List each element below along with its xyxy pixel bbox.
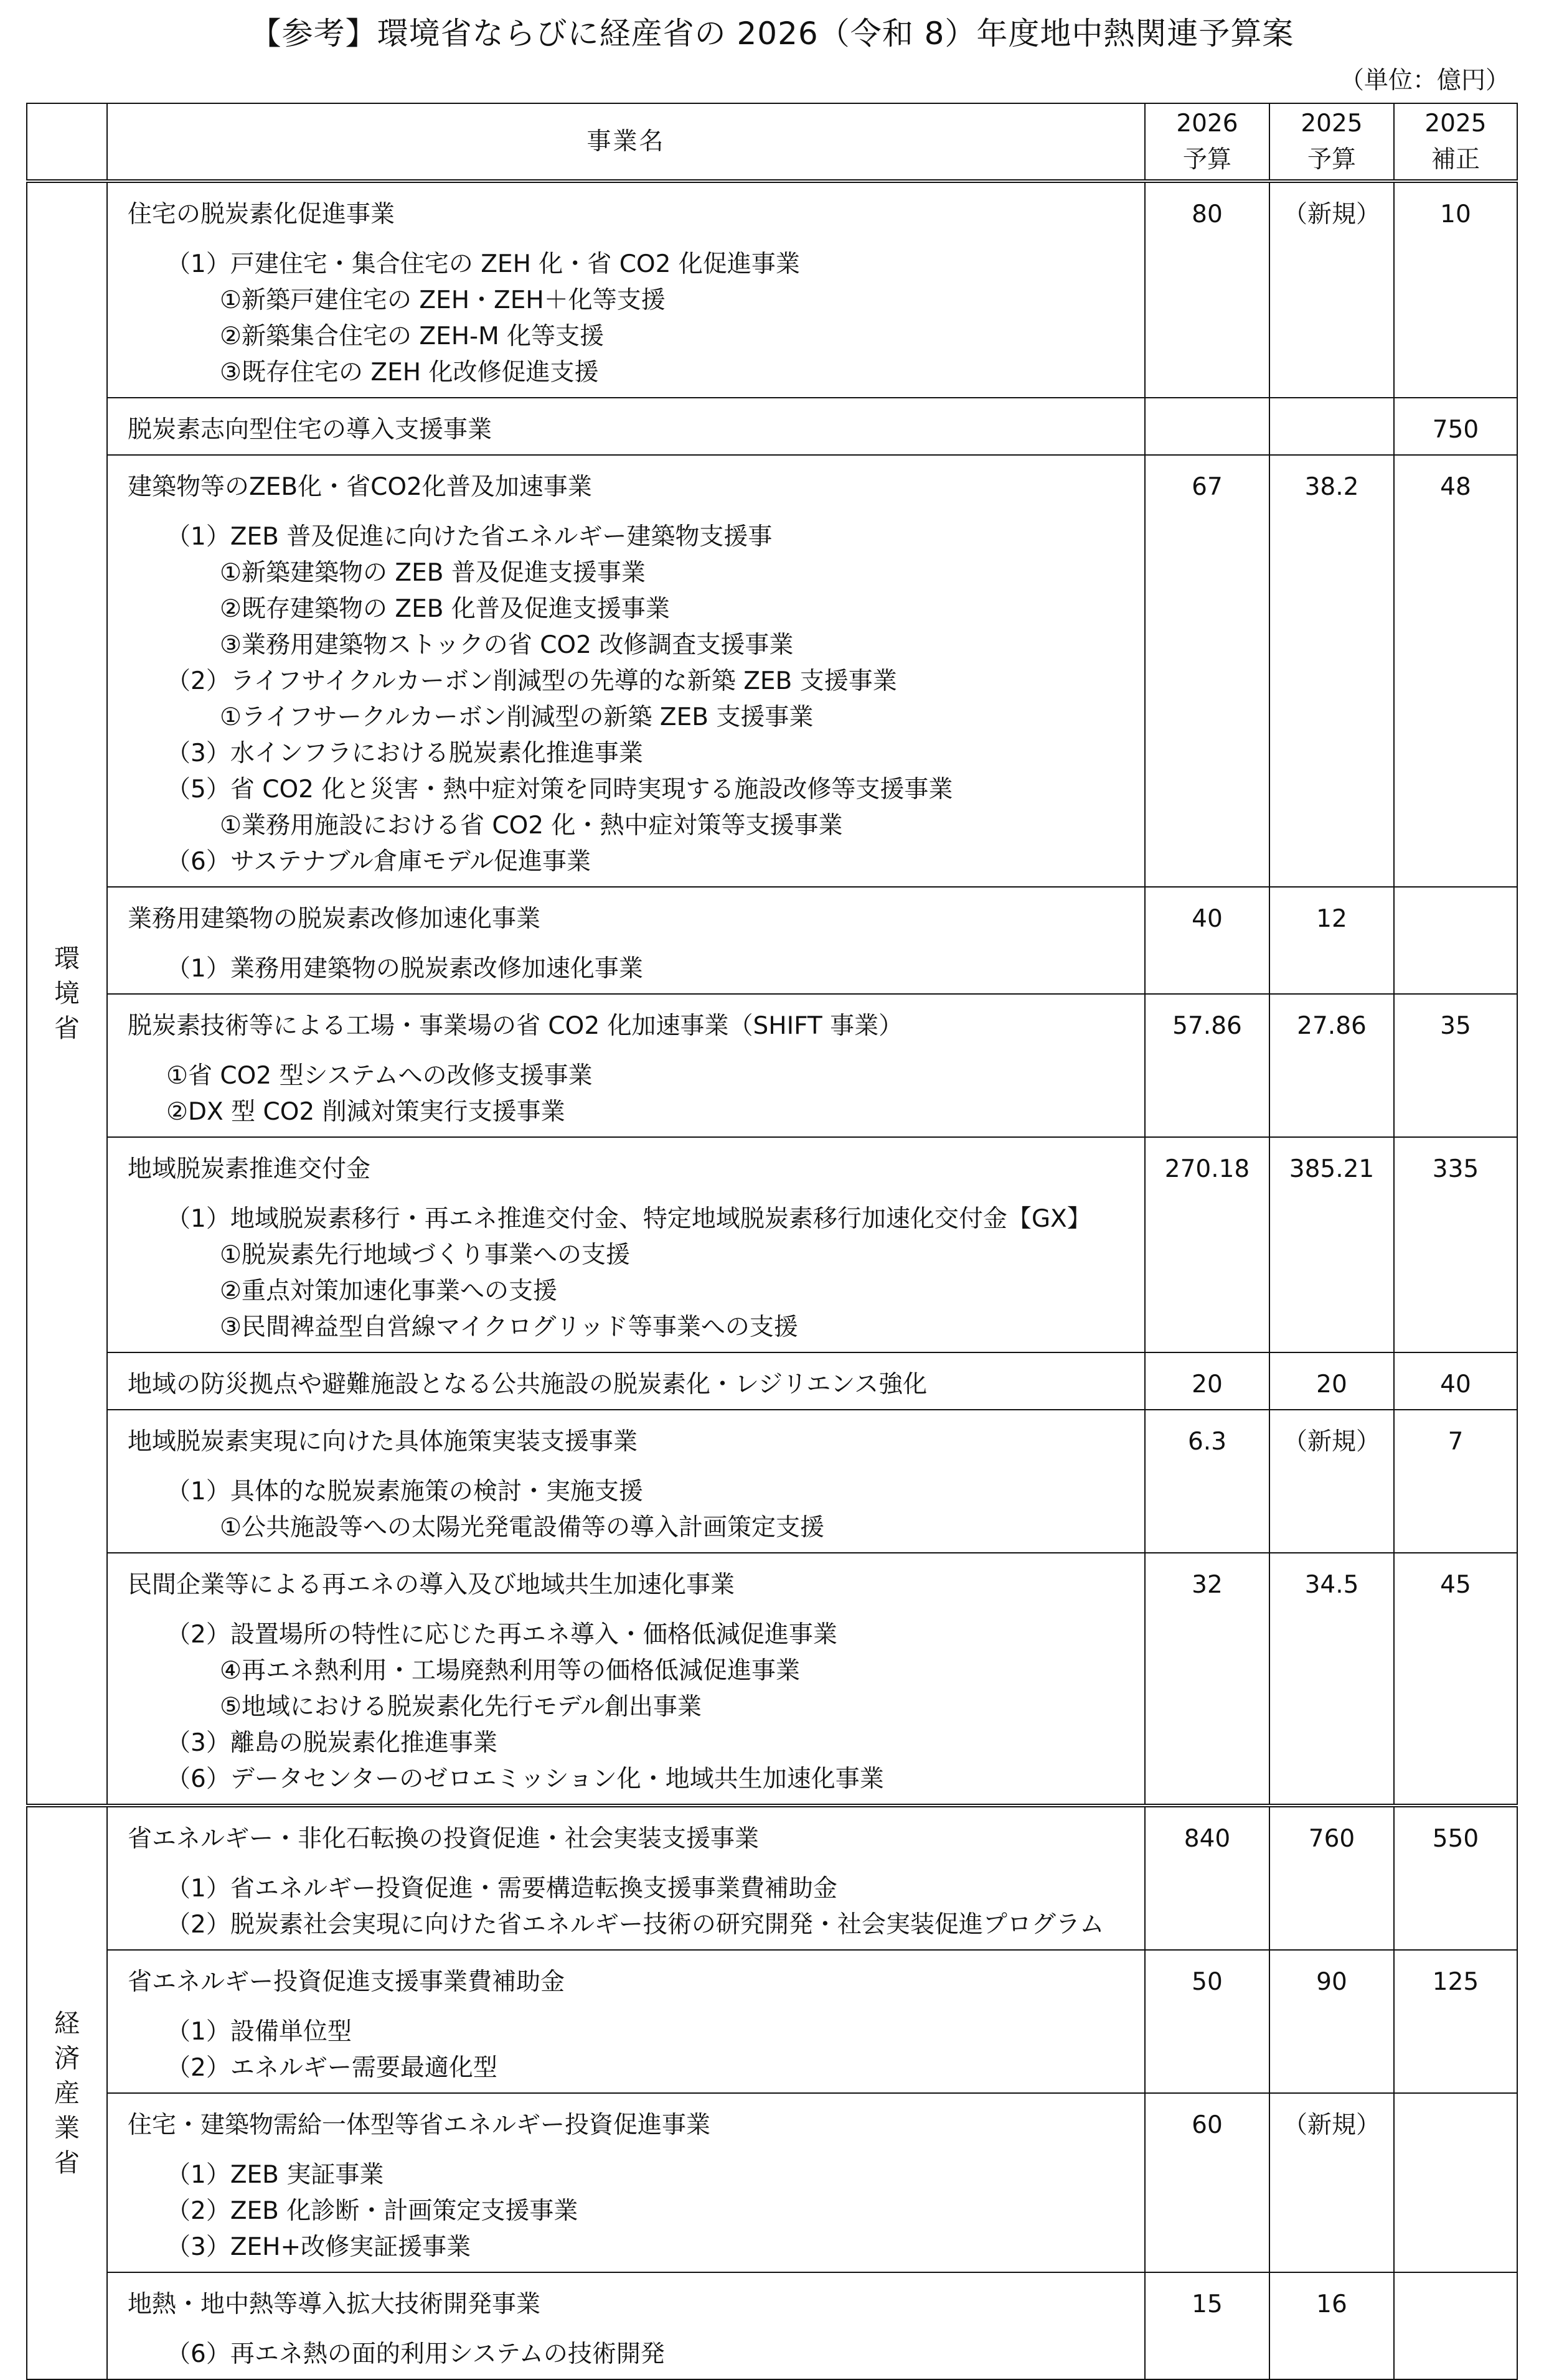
sub-item: ②重点対策加速化事業への支援 xyxy=(220,1277,557,1305)
header-2025-supplementary xyxy=(1394,103,1517,181)
project-title: 地熱・地中熱等導入拡大技術開発事業 xyxy=(128,2290,541,2318)
project-row xyxy=(27,2093,1517,2272)
sub-item: （1）ZEB 実証事業 xyxy=(166,2161,384,2189)
budget-2026-cell: 60 xyxy=(1145,2093,1269,2272)
budget-2025-cell: （新規） xyxy=(1269,1410,1394,1553)
project-title: 住宅の脱炭素化促進事業 xyxy=(128,200,395,228)
budget-2026-cell: 840 xyxy=(1145,1806,1269,1950)
project-name-cell xyxy=(107,2093,1145,2272)
sub-item: ③業務用建築物ストックの省 CO2 改修調査支援事業 xyxy=(220,631,794,659)
project-row xyxy=(27,887,1517,994)
project-title: 業務用建築物の脱炭素改修加速化事業 xyxy=(128,905,541,933)
budget-2025-cell xyxy=(1269,398,1394,455)
budget-2026-cell: 15 xyxy=(1145,2272,1269,2379)
ministry-cell xyxy=(27,181,107,1806)
sub-item: （3）離島の脱炭素化推進事業 xyxy=(166,1729,497,1757)
ministry-name-char: 産 xyxy=(54,2078,80,2108)
project-name-cell xyxy=(107,2272,1145,2379)
project-name-cell xyxy=(107,887,1145,994)
header-row xyxy=(27,103,1517,181)
ministry-name-char: 業 xyxy=(54,2113,80,2143)
project-name-cell xyxy=(107,994,1145,1137)
budget-2026-cell: 80 xyxy=(1145,181,1269,398)
ministry-name-char: 省 xyxy=(54,1013,80,1043)
sub-item: ②既存建築物の ZEB 化普及促進支援事業 xyxy=(220,595,670,623)
project-title: 建築物等のZEB化・省CO2化普及加速事業 xyxy=(128,473,592,501)
budget-2026-cell xyxy=(1145,398,1269,455)
header-project-name: 事業名 xyxy=(107,103,1145,181)
sub-item: ①ライフサークルカーボン削減型の新築 ZEB 支援事業 xyxy=(220,703,814,731)
sub-item: ①省 CO2 型システムへの改修支援事業 xyxy=(166,1062,593,1090)
header-2025-year: 2025 xyxy=(1301,109,1363,138)
budget-2026-cell: 20 xyxy=(1145,1352,1269,1410)
supplementary-2025-cell: 550 xyxy=(1394,1806,1517,1950)
sub-item: ③既存住宅の ZEH 化改修促進支援 xyxy=(220,358,599,387)
budget-2025-cell: （新規） xyxy=(1269,2093,1394,2272)
sub-item: （5）省 CO2 化と災害・熱中症対策を同時実現する施設改修等支援事業 xyxy=(166,775,953,803)
supplementary-2025-cell: 35 xyxy=(1394,994,1517,1137)
project-row xyxy=(27,1553,1517,1806)
budget-2026-cell: 270.18 xyxy=(1145,1137,1269,1352)
supplementary-2025-cell: 335 xyxy=(1394,1137,1517,1352)
sub-item: ①新築建築物の ZEB 普及促進支援事業 xyxy=(220,559,646,587)
budget-2026-cell: 67 xyxy=(1145,455,1269,887)
budget-table xyxy=(26,103,1518,2380)
supplementary-2025-cell xyxy=(1394,2093,1517,2272)
sub-item: （3）水インフラにおける脱炭素化推進事業 xyxy=(166,739,643,767)
sub-item: （1）設備単位型 xyxy=(166,2018,352,2046)
sub-item: （1）地域脱炭素移行・再エネ推進交付金、特定地域脱炭素移行加速化交付金【GX】 xyxy=(166,1205,1091,1233)
project-name-cell xyxy=(107,1950,1145,2093)
project-row xyxy=(27,398,1517,455)
project-row xyxy=(27,1352,1517,1410)
sub-item: ①業務用施設における省 CO2 化・熱中症対策等支援事業 xyxy=(220,812,843,840)
sub-item: （6）データセンターのゼロエミッション化・地域共生加速化事業 xyxy=(166,1765,884,1793)
supplementary-2025-cell: 40 xyxy=(1394,1352,1517,1410)
ministry-name-char: 境 xyxy=(54,978,80,1008)
project-title: 民間企業等による再エネの導入及び地域共生加速化事業 xyxy=(128,1571,735,1599)
supplementary-2025-cell: 45 xyxy=(1394,1553,1517,1806)
sub-item: （1）具体的な脱炭素施策の検討・実施支援 xyxy=(166,1478,643,1506)
budget-2025-cell: 90 xyxy=(1269,1950,1394,2093)
project-title: 省エネルギー投資促進支援事業費補助金 xyxy=(128,1968,565,1996)
project-title: 地域脱炭素推進交付金 xyxy=(128,1155,371,1183)
supplementary-2025-cell xyxy=(1394,887,1517,994)
sub-item: ④再エネ熱利用・工場廃熱利用等の価格低減促進事業 xyxy=(220,1657,800,1685)
header-2025h-year: 2025 xyxy=(1424,109,1487,138)
project-row xyxy=(27,1410,1517,1553)
project-name-cell xyxy=(107,1137,1145,1352)
sub-item: ②新築集合住宅の ZEH‑M 化等支援 xyxy=(220,322,605,350)
budget-2026-cell: 40 xyxy=(1145,887,1269,994)
supplementary-2025-cell: 10 xyxy=(1394,181,1517,398)
project-name-cell xyxy=(107,1553,1145,1806)
project-name-cell xyxy=(107,398,1145,455)
budget-2025-cell: 16 xyxy=(1269,2272,1394,2379)
sub-item: ①脱炭素先行地域づくり事業への支援 xyxy=(220,1241,630,1269)
supplementary-2025-cell: 48 xyxy=(1394,455,1517,887)
supplementary-2025-cell xyxy=(1394,2272,1517,2379)
sub-item: （1）ZEB 普及促進に向けた省エネルギー建築物支援事 xyxy=(166,523,773,551)
sub-item: ①新築戸建住宅の ZEH・ZEH＋化等支援 xyxy=(220,286,666,314)
ministry-name-char: 済 xyxy=(54,2043,80,2073)
budget-2025-cell: 38.2 xyxy=(1269,455,1394,887)
project-row xyxy=(27,994,1517,1137)
project-row xyxy=(27,1950,1517,2093)
budget-2025-cell: 34.5 xyxy=(1269,1553,1394,1806)
project-name-cell xyxy=(107,455,1145,887)
sub-item: （1）戸建住宅・集合住宅の ZEH 化・省 CO2 化促進事業 xyxy=(166,250,800,278)
budget-2026-cell: 50 xyxy=(1145,1950,1269,2093)
sub-item: ⑤地域における脱炭素化先行モデル創出事業 xyxy=(220,1693,702,1721)
sub-item: ②DX 型 CO2 削減対策実行支援事業 xyxy=(166,1098,565,1126)
project-name-cell xyxy=(107,1410,1145,1553)
ministry-name-char: 経 xyxy=(54,2008,80,2038)
sub-item: （2）設置場所の特性に応じた再エネ導入・価格低減促進事業 xyxy=(166,1621,837,1649)
project-title: 住宅・建築物需給一体型等省エネルギー投資促進事業 xyxy=(128,2111,711,2139)
budget-2025-cell: 20 xyxy=(1269,1352,1394,1410)
header-2025h-kind: 補正 xyxy=(1431,145,1480,174)
sub-item: （6）再エネ熱の面的利用システムの技術開発 xyxy=(166,2340,665,2368)
sub-item: （3）ZEH+改修実証援事業 xyxy=(166,2233,471,2261)
project-row xyxy=(27,2272,1517,2379)
project-row xyxy=(27,181,1517,398)
sub-item: （2）エネルギー需要最適化型 xyxy=(166,2054,497,2082)
header-2025-kind: 予算 xyxy=(1307,145,1356,174)
sub-item: （1）業務用建築物の脱炭素改修加速化事業 xyxy=(166,955,643,983)
budget-2025-cell: （新規） xyxy=(1269,181,1394,398)
header-ministry xyxy=(27,103,107,181)
budget-2025-cell: 27.86 xyxy=(1269,994,1394,1137)
supplementary-2025-cell: 7 xyxy=(1394,1410,1517,1553)
ministry-name-char: 環 xyxy=(54,944,80,973)
project-title: 地域の防災拠点や避難施設となる公共施設の脱炭素化・レジリエンス強化 xyxy=(128,1370,928,1398)
project-title: 脱炭素技術等による工場・事業場の省 CO2 化加速事業（SHIFT 事業） xyxy=(128,1012,903,1040)
header-2026-budget xyxy=(1145,103,1269,181)
budget-2026-cell: 32 xyxy=(1145,1553,1269,1806)
project-title: 地域脱炭素実現に向けた具体施策実装支援事業 xyxy=(128,1428,638,1456)
sub-item: （2）ZEB 化診断・計画策定支援事業 xyxy=(166,2197,578,2225)
supplementary-2025-cell: 125 xyxy=(1394,1950,1517,2093)
budget-2026-cell: 6.3 xyxy=(1145,1410,1269,1553)
budget-2025-cell: 760 xyxy=(1269,1806,1394,1950)
header-2026-kind: 予算 xyxy=(1182,145,1231,174)
project-title: 脱炭素志向型住宅の導入支援事業 xyxy=(128,416,492,444)
header-2026-year: 2026 xyxy=(1176,109,1238,138)
ministry-cell xyxy=(27,1806,107,2379)
header-2025-budget xyxy=(1269,103,1394,181)
budget-2025-cell: 385.21 xyxy=(1269,1137,1394,1352)
project-row xyxy=(27,455,1517,887)
ministry-name-char: 省 xyxy=(54,2148,80,2178)
budget-2026-cell: 57.86 xyxy=(1145,994,1269,1137)
project-row xyxy=(27,1806,1517,1950)
page-title: 【参考】環境省ならびに経産省の 2026（令和 8）年度地中熱関連予算案 xyxy=(250,16,1294,52)
supplementary-2025-cell: 750 xyxy=(1394,398,1517,455)
sub-item: （2）ライフサイクルカーボン削減型の先導的な新築 ZEB 支援事業 xyxy=(166,667,897,695)
sub-item: ①公共施設等への太陽光発電設備等の導入計画策定支援 xyxy=(220,1514,824,1542)
budget-2025-cell: 12 xyxy=(1269,887,1394,994)
sub-item: （2）脱炭素社会実現に向けた省エネルギー技術の研究開発・社会実装促進プログラム xyxy=(166,1911,1104,1939)
project-title: 省エネルギー・非化石転換の投資促進・社会実装支援事業 xyxy=(128,1825,760,1853)
unit-label: （単位：億円） xyxy=(1339,67,1510,95)
project-name-cell xyxy=(107,1806,1145,1950)
sub-item: ③民間裨益型自営線マイクログリッド等事業への支援 xyxy=(220,1313,798,1341)
project-name-cell xyxy=(107,181,1145,398)
project-row xyxy=(27,1137,1517,1352)
sub-item: （1）省エネルギー投資促進・需要構造転換支援事業費補助金 xyxy=(166,1875,837,1903)
project-name-cell xyxy=(107,1352,1145,1410)
sub-item: （6）サステナブル倉庫モデル促進事業 xyxy=(166,848,591,876)
